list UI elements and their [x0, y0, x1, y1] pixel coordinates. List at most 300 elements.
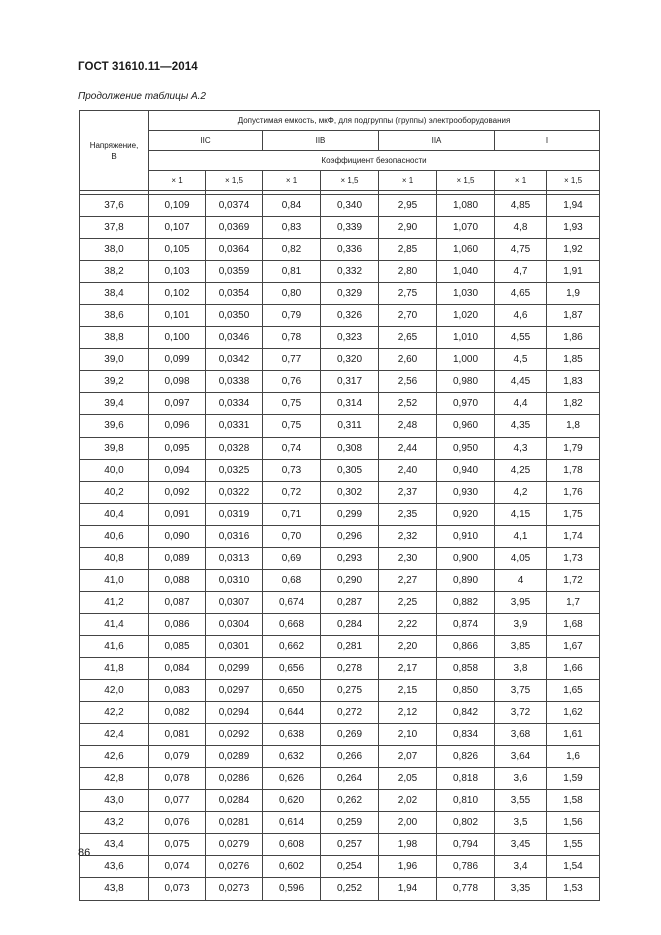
- capacity-cell: 0,70: [263, 525, 321, 547]
- capacity-cell: 1,070: [437, 217, 495, 239]
- voltage-cell: 41,8: [80, 657, 149, 679]
- capacity-cell: 0,75: [263, 393, 321, 415]
- capacity-cell: 0,257: [321, 834, 379, 856]
- table-row: [80, 525, 600, 547]
- group-header: IIB: [263, 131, 379, 151]
- capacity-cell: 0,0350: [206, 305, 263, 327]
- capacity-cell: 0,269: [321, 724, 379, 746]
- capacity-cell: 3,6: [495, 768, 547, 790]
- voltage-cell: 40,2: [80, 481, 149, 503]
- capacity-cell: 0,272: [321, 702, 379, 724]
- capacity-cell: 0,940: [437, 459, 495, 481]
- capacity-cell: 0,794: [437, 834, 495, 856]
- table-row: [80, 878, 600, 900]
- table-row: [80, 724, 600, 746]
- capacity-cell: 1,87: [547, 305, 600, 327]
- capacity-cell: 0,0281: [206, 812, 263, 834]
- capacity-cell: 0,0292: [206, 724, 263, 746]
- capacity-cell: 0,103: [149, 261, 206, 283]
- voltage-cell: 43,0: [80, 790, 149, 812]
- voltage-cell: 38,2: [80, 261, 149, 283]
- capacity-cell: 4,5: [495, 349, 547, 371]
- capacity-cell: 2,17: [379, 657, 437, 679]
- capacity-cell: 0,900: [437, 547, 495, 569]
- capacity-cell: 0,293: [321, 547, 379, 569]
- table-row: [80, 195, 600, 217]
- capacity-cell: 0,287: [321, 591, 379, 613]
- capacity-cell: 0,602: [263, 856, 321, 878]
- capacity-cell: 1,56: [547, 812, 600, 834]
- capacity-cell: 0,69: [263, 547, 321, 569]
- table-row: [80, 459, 600, 481]
- table-row: [80, 327, 600, 349]
- table-row: [80, 790, 600, 812]
- capacity-cell: 0,68: [263, 569, 321, 591]
- capacity-cell: 0,0294: [206, 702, 263, 724]
- capacity-cell: 1,54: [547, 856, 600, 878]
- capacity-cell: 0,83: [263, 217, 321, 239]
- capacity-cell: 2,90: [379, 217, 437, 239]
- capacity-cell: 0,930: [437, 481, 495, 503]
- capacity-cell: 0,82: [263, 239, 321, 261]
- capacity-cell: 0,960: [437, 415, 495, 437]
- capacity-cell: 2,12: [379, 702, 437, 724]
- voltage-cell: 41,6: [80, 635, 149, 657]
- capacity-cell: 0,302: [321, 481, 379, 503]
- capacity-cell: 0,074: [149, 856, 206, 878]
- capacity-cell: 0,668: [263, 613, 321, 635]
- capacity-cell: 4,3: [495, 437, 547, 459]
- capacity-cell: 3,95: [495, 591, 547, 613]
- capacity-cell: 0,073: [149, 878, 206, 900]
- capacity-cell: 0,296: [321, 525, 379, 547]
- capacity-cell: 4,1: [495, 525, 547, 547]
- table-row: [80, 657, 600, 679]
- capacity-cell: 1,020: [437, 305, 495, 327]
- capacity-cell: 3,55: [495, 790, 547, 812]
- capacity-cell: 0,858: [437, 657, 495, 679]
- header-row-groups: [80, 131, 600, 151]
- capacity-cell: 0,0374: [206, 195, 263, 217]
- voltage-cell: 42,8: [80, 768, 149, 790]
- capacity-cell: 2,56: [379, 371, 437, 393]
- capacity-cell: 0,0307: [206, 591, 263, 613]
- capacity-cell: 2,48: [379, 415, 437, 437]
- voltage-cell: 41,4: [80, 613, 149, 635]
- document-id: ГОСТ 31610.11—2014: [78, 61, 198, 73]
- capacity-cell: 0,656: [263, 657, 321, 679]
- capacity-cell: 0,077: [149, 790, 206, 812]
- capacity-cell: 3,8: [495, 657, 547, 679]
- capacity-cell: 2,80: [379, 261, 437, 283]
- capacity-cell: 0,0359: [206, 261, 263, 283]
- capacity-cell: 0,262: [321, 790, 379, 812]
- capacity-cell: 1,61: [547, 724, 600, 746]
- capacity-cell: 2,30: [379, 547, 437, 569]
- capacity-cell: 0,0289: [206, 746, 263, 768]
- header-row-factors: [80, 171, 600, 191]
- capacity-cell: 0,78: [263, 327, 321, 349]
- capacity-cell: 1,000: [437, 349, 495, 371]
- voltage-cell: 39,8: [80, 437, 149, 459]
- capacity-cell: 0,81: [263, 261, 321, 283]
- capacity-cell: 0,0276: [206, 856, 263, 878]
- capacity-cell: 0,810: [437, 790, 495, 812]
- table-row: [80, 349, 600, 371]
- capacity-cell: 0,314: [321, 393, 379, 415]
- capacity-cell: 0,0284: [206, 790, 263, 812]
- capacity-cell: 0,320: [321, 349, 379, 371]
- header-row-safety: [80, 151, 600, 171]
- capacity-cell: 0,281: [321, 635, 379, 657]
- capacity-cell: 0,101: [149, 305, 206, 327]
- capacity-cell: 0,336: [321, 239, 379, 261]
- capacity-cell: 0,970: [437, 393, 495, 415]
- capacity-cell: 0,0313: [206, 547, 263, 569]
- capacity-cell: 0,0334: [206, 393, 263, 415]
- capacity-cell: 0,075: [149, 834, 206, 856]
- capacity-cell: 4,35: [495, 415, 547, 437]
- group-header: IIA: [379, 131, 495, 151]
- capacity-cell: 0,317: [321, 371, 379, 393]
- capacity-cell: 0,254: [321, 856, 379, 878]
- voltage-cell: 39,2: [80, 371, 149, 393]
- capacity-cell: 4,2: [495, 481, 547, 503]
- capacity-cell: 0,882: [437, 591, 495, 613]
- group-header: I: [495, 131, 600, 151]
- capacity-cell: 4,65: [495, 283, 547, 305]
- voltage-cell: 37,8: [80, 217, 149, 239]
- capacity-cell: 0,0328: [206, 437, 263, 459]
- capacity-cell: 0,092: [149, 481, 206, 503]
- capacity-cell: 0,081: [149, 724, 206, 746]
- capacity-cell: 0,329: [321, 283, 379, 305]
- capacity-cell: 3,35: [495, 878, 547, 900]
- capacity-cell: 0,614: [263, 812, 321, 834]
- voltage-cell: 40,0: [80, 459, 149, 481]
- capacity-cell: 0,638: [263, 724, 321, 746]
- capacity-cell: 2,52: [379, 393, 437, 415]
- capacity-cell: 2,25: [379, 591, 437, 613]
- capacity-cell: 2,10: [379, 724, 437, 746]
- capacity-cell: 0,0354: [206, 283, 263, 305]
- capacity-cell: 1,94: [547, 195, 600, 217]
- capacity-cell: 1,98: [379, 834, 437, 856]
- capacity-cell: 4,7: [495, 261, 547, 283]
- capacity-cell: 0,100: [149, 327, 206, 349]
- factor-header: × 1,5: [437, 171, 495, 191]
- table-row: [80, 702, 600, 724]
- capacity-cell: 0,085: [149, 635, 206, 657]
- capacity-cell: 0,620: [263, 790, 321, 812]
- capacity-cell: 1,93: [547, 217, 600, 239]
- capacity-cell: 1,76: [547, 481, 600, 503]
- capacity-cell: 0,089: [149, 547, 206, 569]
- capacity-cell: 0,0286: [206, 768, 263, 790]
- table-row: [80, 437, 600, 459]
- capacity-cell: 0,75: [263, 415, 321, 437]
- table-row: [80, 371, 600, 393]
- capacity-cell: 0,818: [437, 768, 495, 790]
- capacity-cell: 4,25: [495, 459, 547, 481]
- capacity-cell: 1,96: [379, 856, 437, 878]
- capacity-cell: 2,22: [379, 613, 437, 635]
- capacity-cell: 0,834: [437, 724, 495, 746]
- capacity-cell: 3,4: [495, 856, 547, 878]
- capacity-cell: 0,674: [263, 591, 321, 613]
- table-row: [80, 503, 600, 525]
- capacity-cell: 0,842: [437, 702, 495, 724]
- table-row: [80, 261, 600, 283]
- capacity-cell: 3,85: [495, 635, 547, 657]
- capacity-cell: 0,076: [149, 812, 206, 834]
- capacity-cell: 0,284: [321, 613, 379, 635]
- capacity-cell: 0,078: [149, 768, 206, 790]
- capacity-cell: 0,76: [263, 371, 321, 393]
- capacity-cell: 1,55: [547, 834, 600, 856]
- capacity-cell: 1,67: [547, 635, 600, 657]
- capacity-cell: 1,91: [547, 261, 600, 283]
- capacity-cell: 0,264: [321, 768, 379, 790]
- capacity-cell: 2,07: [379, 746, 437, 768]
- capacity-cell: 2,00: [379, 812, 437, 834]
- capacity-cell: 3,64: [495, 746, 547, 768]
- factor-header: × 1: [379, 171, 437, 191]
- capacity-cell: 0,0310: [206, 569, 263, 591]
- capacity-cell: 0,084: [149, 657, 206, 679]
- capacity-cell: 2,37: [379, 481, 437, 503]
- capacity-cell: 0,0299: [206, 657, 263, 679]
- capacity-cell: 1,73: [547, 547, 600, 569]
- voltage-cell: 40,8: [80, 547, 149, 569]
- capacity-cell: 0,097: [149, 393, 206, 415]
- table-body: [80, 191, 600, 901]
- capacity-cell: 1,040: [437, 261, 495, 283]
- capacity-cell: 4,15: [495, 503, 547, 525]
- capacity-cell: 0,910: [437, 525, 495, 547]
- voltage-cell: 42,0: [80, 680, 149, 702]
- table-container: [79, 110, 600, 901]
- table-caption: Продолжение таблицы А.2: [78, 91, 206, 102]
- table-row: [80, 746, 600, 768]
- capacity-cell: 0,644: [263, 702, 321, 724]
- capacity-cell: 0,308: [321, 437, 379, 459]
- factor-header: × 1: [495, 171, 547, 191]
- voltage-cell: 43,8: [80, 878, 149, 900]
- capacity-cell: 4,75: [495, 239, 547, 261]
- capacity-cell: 0,275: [321, 680, 379, 702]
- capacity-cell: 0,094: [149, 459, 206, 481]
- capacity-cell: 0,80: [263, 283, 321, 305]
- capacity-cell: 0,0319: [206, 503, 263, 525]
- capacity-cell: 2,35: [379, 503, 437, 525]
- voltage-cell: 42,4: [80, 724, 149, 746]
- capacity-cell: 0,323: [321, 327, 379, 349]
- capacity-cell: 0,107: [149, 217, 206, 239]
- capacity-cell: 0,079: [149, 746, 206, 768]
- capacity-cell: 0,091: [149, 503, 206, 525]
- capacity-cell: 4,85: [495, 195, 547, 217]
- capacity-cell: 2,85: [379, 239, 437, 261]
- capacity-cell: 0,290: [321, 569, 379, 591]
- table-row: [80, 415, 600, 437]
- capacity-cell: 0,0279: [206, 834, 263, 856]
- capacity-cell: 0,0297: [206, 680, 263, 702]
- capacity-cell: 0,090: [149, 525, 206, 547]
- table-row: [80, 812, 600, 834]
- capacity-cell: 4,05: [495, 547, 547, 569]
- capacity-cell: 1,8: [547, 415, 600, 437]
- capacity-table: [79, 110, 600, 901]
- capacity-cell: 2,44: [379, 437, 437, 459]
- capacity-cell: 0,0342: [206, 349, 263, 371]
- capacity-cell: 1,75: [547, 503, 600, 525]
- voltage-cell: 38,8: [80, 327, 149, 349]
- capacity-cell: 4,6: [495, 305, 547, 327]
- factor-header: × 1,5: [547, 171, 600, 191]
- capacity-cell: 3,75: [495, 680, 547, 702]
- capacity-cell: 1,030: [437, 283, 495, 305]
- voltage-cell: 39,4: [80, 393, 149, 415]
- voltage-cell: 43,2: [80, 812, 149, 834]
- capacity-cell: 0,082: [149, 702, 206, 724]
- capacity-cell: 0,326: [321, 305, 379, 327]
- capacity-cell: 0,266: [321, 746, 379, 768]
- capacity-cell: 0,890: [437, 569, 495, 591]
- capacity-cell: 0,102: [149, 283, 206, 305]
- capacity-cell: 0,980: [437, 371, 495, 393]
- voltage-header-unit: В: [111, 151, 117, 161]
- table-row: [80, 305, 600, 327]
- capacity-cell: 0,0304: [206, 613, 263, 635]
- capacity-cell: 2,65: [379, 327, 437, 349]
- capacity-cell: 0,252: [321, 878, 379, 900]
- capacity-cell: 2,60: [379, 349, 437, 371]
- capacity-cell: 0,826: [437, 746, 495, 768]
- capacity-cell: 1,060: [437, 239, 495, 261]
- capacity-cell: 3,5: [495, 812, 547, 834]
- capacity-cell: 0,802: [437, 812, 495, 834]
- capacity-cell: 0,77: [263, 349, 321, 371]
- table-row: [80, 217, 600, 239]
- capacity-cell: 0,095: [149, 437, 206, 459]
- capacity-cell: 2,27: [379, 569, 437, 591]
- capacity-cell: 1,83: [547, 371, 600, 393]
- capacity-cell: 1,79: [547, 437, 600, 459]
- voltage-header: [80, 111, 149, 191]
- voltage-cell: 42,6: [80, 746, 149, 768]
- capacity-cell: 1,58: [547, 790, 600, 812]
- safety-factor-header: Коэффициент безопасности: [149, 151, 600, 171]
- capacity-cell: 4,4: [495, 393, 547, 415]
- voltage-header-label: Напряжение,: [89, 140, 139, 150]
- capacity-cell: 0,0301: [206, 635, 263, 657]
- voltage-cell: 40,4: [80, 503, 149, 525]
- capacity-cell: 1,010: [437, 327, 495, 349]
- voltage-cell: 43,4: [80, 834, 149, 856]
- capacity-cell: 0,0331: [206, 415, 263, 437]
- capacity-cell: 1,080: [437, 195, 495, 217]
- voltage-cell: 39,0: [80, 349, 149, 371]
- capacity-cell: 1,66: [547, 657, 600, 679]
- capacity-cell: 4,45: [495, 371, 547, 393]
- table-row: [80, 283, 600, 305]
- capacity-cell: 2,32: [379, 525, 437, 547]
- table-row: [80, 547, 600, 569]
- capacity-cell: 0,778: [437, 878, 495, 900]
- voltage-cell: 42,2: [80, 702, 149, 724]
- capacity-cell: 1,6: [547, 746, 600, 768]
- capacity-cell: 0,340: [321, 195, 379, 217]
- capacity-cell: 0,339: [321, 217, 379, 239]
- capacity-cell: 1,53: [547, 878, 600, 900]
- capacity-cell: 0,332: [321, 261, 379, 283]
- capacity-cell: 3,9: [495, 613, 547, 635]
- capacity-cell: 2,02: [379, 790, 437, 812]
- capacity-cell: 1,82: [547, 393, 600, 415]
- capacity-cell: 0,920: [437, 503, 495, 525]
- capacity-cell: 0,0338: [206, 371, 263, 393]
- voltage-cell: 38,0: [80, 239, 149, 261]
- capacity-cell: 0,087: [149, 591, 206, 613]
- group-header: IIC: [149, 131, 263, 151]
- capacity-cell: 0,0322: [206, 481, 263, 503]
- capacity-cell: 0,098: [149, 371, 206, 393]
- capacity-cell: 0,71: [263, 503, 321, 525]
- capacity-cell: 0,79: [263, 305, 321, 327]
- capacity-cell: 1,59: [547, 768, 600, 790]
- table-row: [80, 393, 600, 415]
- capacity-cell: 0,84: [263, 195, 321, 217]
- table-row: [80, 239, 600, 261]
- capacity-cell: 2,20: [379, 635, 437, 657]
- capacity-cell: 0,099: [149, 349, 206, 371]
- table-row: [80, 613, 600, 635]
- capacity-cell: 0,278: [321, 657, 379, 679]
- capacity-cell: 1,92: [547, 239, 600, 261]
- voltage-cell: 40,6: [80, 525, 149, 547]
- capacity-cell: 1,9: [547, 283, 600, 305]
- factor-header: × 1: [149, 171, 206, 191]
- voltage-cell: 38,6: [80, 305, 149, 327]
- capacity-cell: 2,40: [379, 459, 437, 481]
- capacity-cell: 2,70: [379, 305, 437, 327]
- capacity-cell: 1,94: [379, 878, 437, 900]
- voltage-cell: 41,0: [80, 569, 149, 591]
- capacity-cell: 1,68: [547, 613, 600, 635]
- capacity-cell: 0,596: [263, 878, 321, 900]
- capacity-cell: 0,088: [149, 569, 206, 591]
- capacity-cell: 0,305: [321, 459, 379, 481]
- capacity-cell: 4,8: [495, 217, 547, 239]
- voltage-cell: 37,6: [80, 195, 149, 217]
- capacity-cell: 0,311: [321, 415, 379, 437]
- capacity-cell: 1,86: [547, 327, 600, 349]
- capacity-cell: 0,0346: [206, 327, 263, 349]
- table-row: [80, 569, 600, 591]
- header-row-capacity: [80, 111, 600, 131]
- factor-header: × 1,5: [321, 171, 379, 191]
- table-row: [80, 680, 600, 702]
- capacity-cell: 0,608: [263, 834, 321, 856]
- capacity-cell: 0,0364: [206, 239, 263, 261]
- capacity-cell: 1,85: [547, 349, 600, 371]
- capacity-cell: 1,74: [547, 525, 600, 547]
- capacity-cell: 1,7: [547, 591, 600, 613]
- capacity-cell: 0,0316: [206, 525, 263, 547]
- capacity-cell: 0,786: [437, 856, 495, 878]
- capacity-cell: 0,086: [149, 613, 206, 635]
